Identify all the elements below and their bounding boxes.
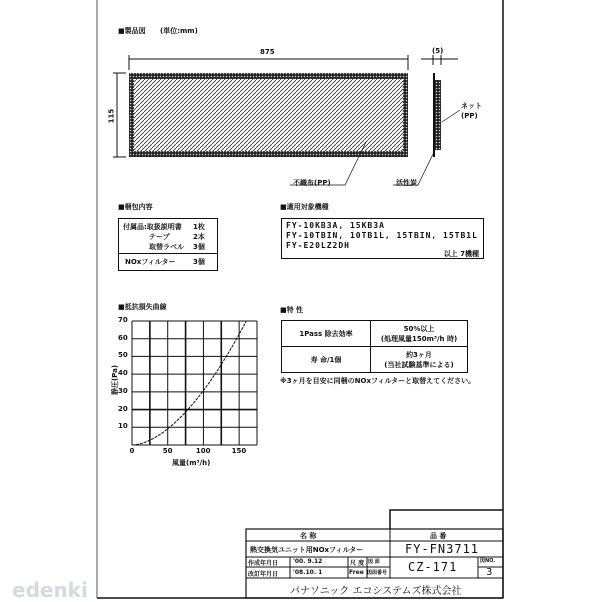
drawing-number: CZ-171 (408, 560, 458, 574)
watermark-logo: edenki (12, 578, 88, 602)
package-title: ■梱包内容 (118, 203, 153, 211)
unit-label: (単位:mm) (160, 27, 198, 35)
x-tick-label: 50 (162, 447, 173, 455)
drawing-no-label: 図面番号 (367, 570, 388, 576)
chart-title: ■抵抗損失曲線 (118, 303, 167, 311)
sheet-label: 図NO. (480, 558, 496, 564)
name-header: 名 称 (300, 532, 317, 540)
net-material-label: (PP) (461, 112, 478, 120)
specs-table (281, 320, 468, 373)
spec-value: 50%以上 (403, 324, 435, 333)
spec-row (282, 347, 468, 373)
drawing-title: ■製品図 (118, 27, 146, 35)
spec-condition: (当社試験基準による) (384, 360, 454, 369)
thickness-dimension: (5) (432, 47, 444, 55)
scale-value: Free (349, 569, 364, 576)
package-qty: 1枚 (193, 223, 205, 231)
package-item: 取替ラベル (149, 243, 184, 251)
x-tick-label: 0 (129, 447, 135, 455)
front-view (113, 55, 408, 185)
filter-item: NOxフィルター (125, 258, 176, 266)
specs-title: ■特 性 (280, 306, 304, 314)
y-tick-label: 60 (118, 333, 128, 342)
model-line: FY-10TBIN, 10TB1L, 15TBIN, 15TB1L (286, 231, 478, 240)
net-label: ネット (461, 102, 482, 110)
revised-date: '08.10. 1 (293, 569, 323, 576)
model-line: FY-10KB3A, 15KB3A (286, 221, 385, 230)
chart-ylabel: 静圧(Pa) (111, 364, 120, 396)
y-tick-label: 50 (118, 351, 128, 360)
drawing-label: 図 面 (368, 559, 380, 565)
pressure-loss-chart (132, 321, 257, 445)
x-tick-label: 100 (195, 447, 211, 455)
spec-label: 寿 命/1個 (282, 347, 371, 373)
revised-label: 改訂年月日 (248, 571, 279, 578)
model-count: 以上 7機種 (443, 250, 479, 258)
y-tick-label: 20 (118, 404, 128, 413)
package-item: 付属品:取扱説明書 (123, 223, 182, 231)
spec-row (282, 321, 468, 347)
product-number: FY-FN3711 (405, 542, 480, 556)
specs-note: ※3ヶ月を目安に同梱のNOxフィルターと取替えてください。 (280, 377, 476, 385)
models-box (281, 218, 484, 259)
width-dimension: 875 (260, 48, 275, 56)
model-line: FY-E20LZ2DH (286, 241, 350, 250)
sheet-number: 3 (486, 567, 493, 578)
created-date: '00. 9.12 (293, 558, 323, 565)
filter-qty: 3個 (193, 258, 205, 266)
scale-label: 尺 度 (350, 560, 365, 567)
chart-xlabel: 風量(m³/h) (172, 459, 211, 467)
created-label: 作成年月日 (248, 560, 279, 567)
spec-condition: (処理風量150m³/h 時) (380, 334, 458, 343)
package-qty: 3個 (193, 243, 205, 251)
y-tick-label: 70 (118, 316, 128, 324)
models-title: ■適用対象機種 (280, 203, 329, 211)
x-tick-label: 150 (231, 447, 247, 455)
company-name: パナソニック エコシステムズ株式会社 (290, 586, 462, 597)
spec-value: 約3ヶ月 (406, 350, 432, 359)
height-dimension: 115 (107, 108, 116, 124)
y-tick-label: 40 (118, 369, 128, 378)
carbon-label: 活性炭 (396, 179, 417, 187)
nonwoven-label: 不織布(PP) (293, 179, 331, 187)
y-tick-label: 10 (118, 422, 128, 431)
spec-label: 1Pass 除去効率 (282, 321, 371, 347)
product-name: 熱交換気ユニット用NOxフィルター (250, 546, 364, 554)
package-item: テープ (149, 233, 170, 241)
package-box (118, 218, 218, 271)
number-header: 品 番 (430, 532, 447, 540)
y-tick-label: 30 (118, 386, 128, 395)
package-qty: 2本 (193, 233, 205, 241)
